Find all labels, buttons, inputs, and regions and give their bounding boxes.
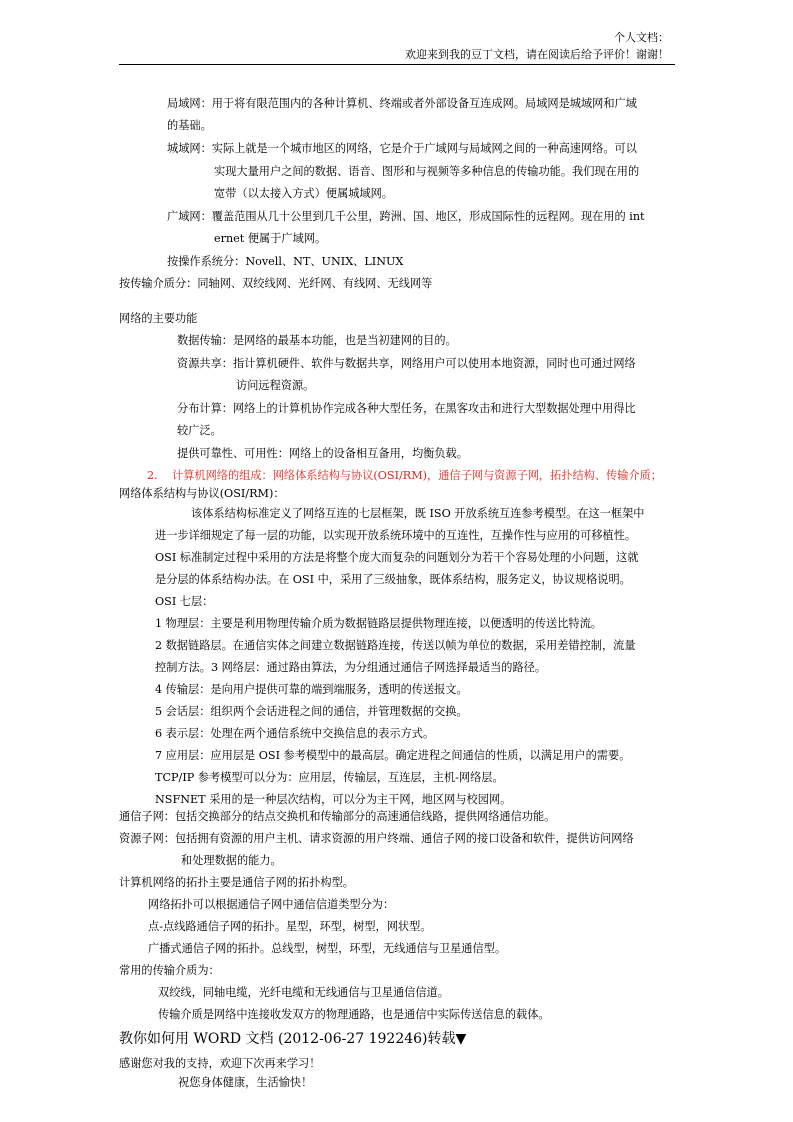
text-line: 局域网：用于将有限范围内的各种计算机、终端或者外部设备互连成网。局域网是城域网和广域 — [167, 97, 637, 110]
section-heading: 网络的主要功能 — [119, 312, 198, 325]
text-line: 网络体系结构与协议(OSI/RM)： — [119, 487, 285, 500]
footer-thanks: 感谢您对我的支持，欢迎下次再来学习！ — [119, 1057, 321, 1070]
text-line: 网络拓扑可以根据通信子网中通信信道类型分为： — [148, 898, 395, 911]
text-line: 计算机网络的拓扑主要是通信子网的拓扑构型。 — [119, 876, 354, 889]
text-line: 是分层的体系结构办法。在 OSI 中，采用了三级抽象，既体系结构，服务定义，协议规格说明。 — [155, 573, 631, 586]
text-line: 提供可靠性、可用性：网络上的设备相互备用，均衡负载。 — [177, 447, 468, 460]
text-line: 双绞线，同轴电缆，光纤电缆和无线通信与卫星通信信道。 — [158, 986, 449, 999]
text-line: 该体系结构标准定义了网络互连的七层框架，既 ISO 开放系统互连参考模型。在这一框架中 — [191, 507, 645, 520]
text-line: 的基础。 — [167, 119, 212, 132]
text-line: 资源共享：指计算机硬件、软件与数据共享，网络用户可以使用本地资源，同时也可通过网络 — [177, 357, 636, 370]
text-line: 通信子网：包括交换部分的结点交换机和传输部分的高速通信线路，提供网络通信功能。 — [119, 810, 556, 823]
footer-wishes: 祝您身体健康，生活愉快！ — [178, 1076, 313, 1089]
text-line: 按操作系统分：Novell、NT、UNIX、LINUX — [167, 255, 404, 268]
text-line: NSFNET 采用的是一种层次结构，可以分为主干网，地区网与校园网。 — [155, 793, 512, 806]
text-line: 数据传输：是网络的最基本功能，也是当初建网的目的。 — [177, 334, 457, 347]
list-number: 2. — [147, 469, 158, 482]
text-line: 广域网：覆盖范围从几十公里到几千公里，跨洲、国、地区，形成国际性的远程网。现在用的 int — [167, 210, 645, 223]
text-line: 1 物理层：主要是利用物理传输介质为数据链路层提供物理连接，以便透明的传送比特流。 — [155, 617, 602, 630]
text-line: 较广泛。 — [177, 424, 222, 437]
text-line: 分布计算：网络上的计算机协作完成各种大型任务，在黑客攻击和进行大型数据处理中用得比 — [177, 402, 636, 415]
text-line: 按传输介质分：同轴网、双绞线网、光纤网、有线网、无线网等 — [119, 277, 433, 290]
text-line: 控制方法。3 网络层：通过路由算法，为分组通过通信子网选择最适当的路径。 — [155, 661, 547, 674]
article-title-link[interactable]: 教你如何用 WORD 文档 (2012-06-27 192246)转载▼ — [119, 1031, 467, 1047]
text-line: 常用的传输介质为： — [119, 964, 220, 977]
text-line: 2 数据链路层。在通信实体之间建立数据链路连接，传送以帧为单位的数据，采用差错控制，流量 — [155, 639, 636, 652]
text-line: 访问远程资源。 — [236, 379, 315, 392]
text-line: 5 会话层：组织两个会话进程之间的通信，并管理数据的交换。 — [155, 705, 468, 718]
text-line: 点-点线路通信子网的拓扑。星型，环型，树型，网状型。 — [148, 920, 432, 933]
text-line: 4 传输层：是向用户提供可靠的端到端服务，透明的传送报文。 — [155, 683, 468, 696]
text-line: OSI 七层： — [155, 595, 214, 608]
text-line: 宽带（以太接入方式）便属城域网。 — [214, 187, 394, 200]
text-line: TCP/IP 参考模型可以分为：应用层，传输层，互连层，主机-网络层。 — [155, 771, 504, 784]
text-line: ernet 便属于广域网。 — [214, 232, 327, 245]
text-line: 7 应用层：应用层是 OSI 参考模型中的最高层。确定进程之间通信的性质，以满足用户的需要。 — [155, 749, 631, 762]
text-line: 传输介质是网络中连接收发双方的物理通路，也是通信中实际传送信息的载体。 — [158, 1008, 550, 1021]
text-line: 城域网：实际上就是一个城市地区的网络，它是介于广域网与局域网之间的一种高速网络。可以 — [167, 142, 637, 155]
text-line: 广播式通信子网的拓扑。总线型，树型，环型，无线通信与卫星通信型。 — [148, 942, 507, 955]
header-label: 个人文档： — [614, 31, 669, 44]
text-line: 资源子网：包括拥有资源的用户主机、请求资源的用户终端、通信子网的接口设备和软件，提供访问网络 — [119, 832, 634, 845]
text-line: 和处理数据的能力。 — [181, 854, 282, 867]
text-line: 实现大量用户之间的数据、语音、图形和与视频等多种信息的传输功能。我们现在用的 — [214, 165, 640, 178]
text-line: 6 表示层：处理在两个通信系统中交换信息的表示方式。 — [155, 727, 435, 740]
text-line: 进一步详细规定了每一层的功能，以实现开放系统环境中的互连性，互操作性与应用的可移植性。 — [155, 529, 637, 542]
header-divider — [119, 64, 675, 65]
header-welcome: 欢迎来到我的豆丁文档，请在阅读后给予评价！谢谢！ — [405, 48, 669, 61]
red-heading: 计算机网络的组成：网络体系结构与协议(OSI/RM)，通信子网与资源子网，拓扑结构、传输介质； — [172, 469, 662, 482]
text-line: OSI 标准制定过程中采用的方法是将整个庞大而复杂的问题划分为若干个容易处理的小问题，这就 — [155, 551, 639, 564]
